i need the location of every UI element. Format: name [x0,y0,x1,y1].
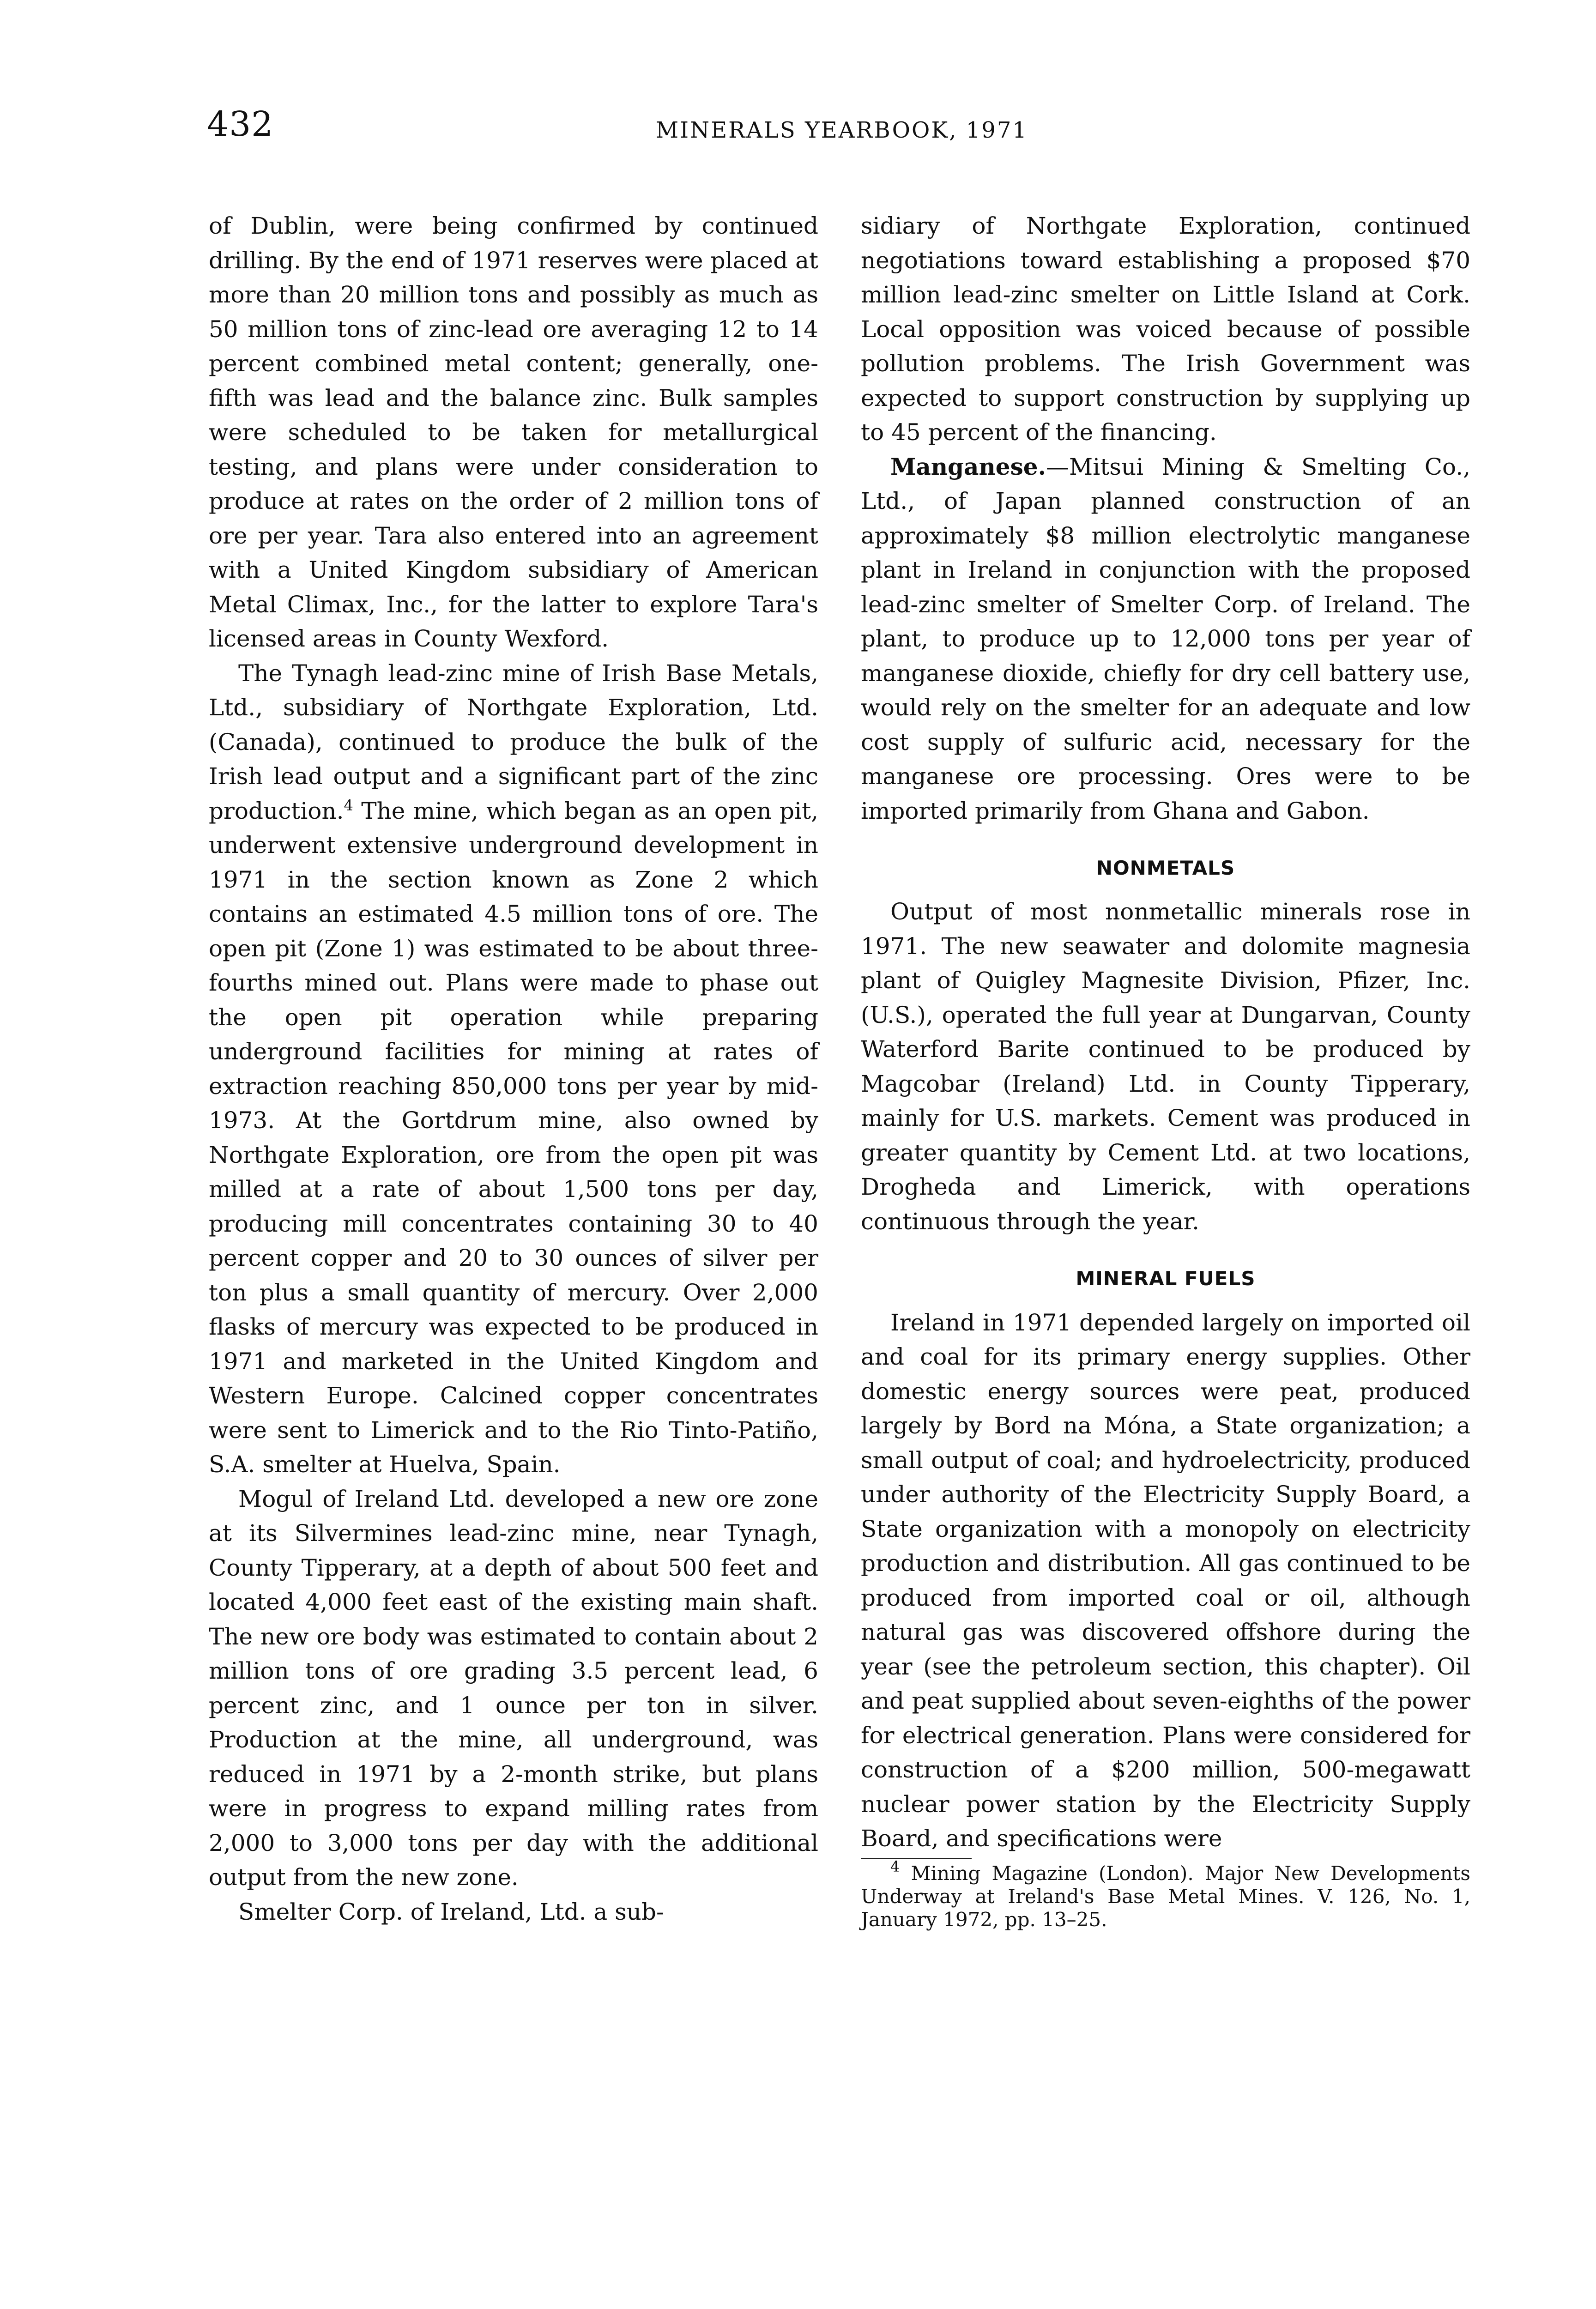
running-head: MINERALS YEARBOOK, 1971 [656,117,1028,143]
manganese-text: —Mitsui Mining & Smelting Co., Ltd., of Japan planned construction of an approximately $8 million electrolytic manganese plant in Ireland in conjunction with the proposed lead-zinc smelter of Smelter Corp. of Ireland. The plant, to produce up to 12,000 tons per year of manganese dioxide, chiefly for dry cell battery use, would rely on the smelter for an adequate and low cost supply of sulfuric acid, necessary for the manganese ore processing. Ores were to be imported primarily from Ghana and Gabon. [861,453,1470,824]
paragraph-manganese [861,450,1470,828]
manganese-run-in-heading: Manganese. [890,453,1046,480]
paragraph-mineral-fuels: Ireland in 1971 depended largely on imported oil and coal for its primary energy supplies. Other domestic energy sources were peat, produced largely by Bord na Móna, a State organization; a small output of coal; and hydroelectricity, produced under authority of the Electricity Supply Board, a State organization with a monopoly on electricity production and distribution. All gas continued to be produced from imported coal or oil, although natural gas was discovered offshore during the year (see the petroleum section, this chapter). Oil and peat supplied about seven-eighths of the power for electrical generation. Plans were considered for construction of a $200 million, 500-megawatt nuclear power station by the Electricity Supply Board, and specifications were [861,1309,1470,1852]
footnote-marker: 4 [890,1857,900,1875]
right-column [861,209,1470,1931]
paragraph-smelter-continued: sidiary of Northgate Exploration, continued negotiations toward establishing a proposed $70 million lead-zinc smelter on Little Island at Cork. Local opposition was voiced because of possible pollution problems. The Irish Government was expected to support construction by supplying up to 45 percent of the financing. [861,212,1470,446]
paragraph-nonmetals: Output of most nonmetallic minerals rose in 1971. The new seawater and dolomite magnesia plant of Quigley Magnesite Division, Pfizer, Inc. (U.S.), operated the full year at Dungarvan, County Waterford Barite continued to be produced by Magcobar (Ireland) Ltd. in County Tipperary, mainly for U.S. markets. Cement was produced in greater quantity by Cement Ltd. at two locations, Drogheda and Limerick, with operations continuous through the year. [861,898,1470,1235]
paragraph-mogul-silvermines: Mogul of Ireland Ltd. developed a new ore zone at its Silvermines lead-zinc mine, near Tynagh, County Tipperary, at a depth of about 500 feet and located 4,000 feet east of the existing main shaft. The new ore body was estimated to contain about 2 million tons of ore grading 3.5 percent lead, 6 percent zinc, and 1 ounce per ton in silver. Production at the mine, all underground, was reduced in 1971 by a 2-month strike, but plans were in progress to expand milling rates from 2,000 to 3,000 tons per day with the additional output from the new zone. [209,1485,818,1891]
left-column [209,209,818,1929]
section-heading-nonmetals: NONMETALS [1096,857,1235,879]
footnote-divider [861,1858,972,1859]
footnote [861,1857,1470,1931]
tynagh-text-part-2: The mine, which began as an open pit, underwent extensive underground development in 1971 in the section known as Zone 2 which contains an estimated 4.5 million tons of ore. The open pit (Zone 1) was estimated to be about three-fourths mined out. Plans were made to phase out the open pit operation while preparing underground facilities for mining at rates of extraction reaching 850,000 tons per year by mid-1973. At the Gortdrum mine, also owned by Northgate Exploration, ore from the open pit was milled at a rate of about 1,500 tons per day, producing mill concentrates containing 30 to 40 percent copper and 20 to 30 ounces of silver per ton plus a small quantity of mercury. Over 2,000 flasks of mercury was expected to be produced in 1971 and marketed in the United Kingdom and Western Europe. Calcined copper concentrates were sent to Limerick and to the Rio Tinto-Patiño, S.A. smelter at Huelva, Spain. [209,797,818,1478]
footnote-text: Mining Magazine (London). Major New Developments Underway at Ireland's Base Metal Mines. V. 126, No. 1, January 1972, pp. 13–25. [861,1862,1470,1931]
paragraph-tynagh-mine [209,656,818,1482]
footnote-reference: 4 [344,796,353,814]
tynagh-text-part-1: The Tynagh lead-zinc mine of Irish Base Metals, Ltd., subsidiary of Northgate Exploration, Ltd. (Canada), continued to produce the bulk of the Irish lead output and a significant part of the zinc production. [209,659,818,824]
paragraph-tara-reserves: of Dublin, were being confirmed by continued drilling. By the end of 1971 reserves were placed at more than 20 million tons and possibly as much as 50 million tons of zinc-lead ore averaging 12 to 14 percent combined metal content; generally, one-fifth was lead and the balance zinc. Bulk samples were scheduled to be taken for metallurgical testing, and plans were under consideration to produce at rates on the order of 2 million tons of ore per year. Tara also entered into an agreement with a United Kingdom subsidiary of American Metal Climax, Inc., for the latter to explore Tara's licensed areas in County Wexford. [209,212,818,652]
section-heading-mineral-fuels: MINERAL FUELS [1076,1267,1256,1290]
paragraph-smelter-corp: Smelter Corp. of Ireland, Ltd. a sub- [238,1898,664,1925]
page-number: 432 [207,104,274,144]
